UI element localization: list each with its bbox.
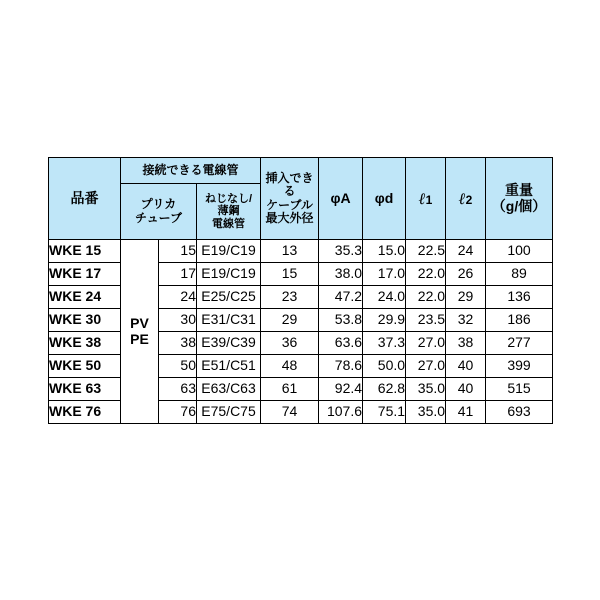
header-steel-line2: 薄鋼 bbox=[217, 205, 240, 218]
header-steel-line1: ねじなし/ bbox=[204, 192, 253, 205]
cell-phid: 24.0 bbox=[363, 286, 406, 309]
cell-cable: 23 bbox=[261, 286, 319, 309]
header-cable-line2: ケーブル bbox=[266, 197, 313, 212]
cell-conduit: E25/C25 bbox=[197, 286, 261, 309]
cell-l1: 22.5 bbox=[406, 240, 446, 263]
cell-l2: 41 bbox=[446, 401, 486, 424]
cell-model: WKE 50 bbox=[49, 355, 121, 378]
cell-cable: 61 bbox=[261, 378, 319, 401]
cell-l1: 35.0 bbox=[406, 401, 446, 424]
header-l1 bbox=[406, 158, 446, 240]
cell-phid: 15.0 bbox=[363, 240, 406, 263]
type-pe: PE bbox=[130, 330, 149, 347]
header-weight-line1: 重量 bbox=[505, 182, 534, 199]
header-phid: φd bbox=[363, 158, 406, 240]
cell-cable: 74 bbox=[261, 401, 319, 424]
cell-weight: 89 bbox=[486, 263, 553, 286]
cell-phiA: 63.6 bbox=[319, 332, 363, 355]
cell-weight: 100 bbox=[486, 240, 553, 263]
cell-phiA: 53.8 bbox=[319, 309, 363, 332]
header-steel-conduit bbox=[197, 184, 261, 240]
cell-cable: 13 bbox=[261, 240, 319, 263]
cell-prica: 76 bbox=[159, 401, 197, 424]
cell-phiA: 35.3 bbox=[319, 240, 363, 263]
header-cable-line3: 最大外径 bbox=[265, 210, 314, 225]
header-weight-line2: （g/個） bbox=[491, 197, 547, 214]
cell-conduit: E19/C19 bbox=[197, 240, 261, 263]
cell-phid: 75.1 bbox=[363, 401, 406, 424]
header-model: 品番 bbox=[49, 158, 121, 240]
header-prica-tube bbox=[121, 184, 197, 240]
cell-l1: 27.0 bbox=[406, 355, 446, 378]
header-l2-sub: 2 bbox=[465, 192, 473, 207]
cell-phid: 50.0 bbox=[363, 355, 406, 378]
cell-phid: 62.8 bbox=[363, 378, 406, 401]
header-l1-sub: 1 bbox=[425, 192, 433, 207]
header-phiA: φA bbox=[319, 158, 363, 240]
header-l2-main: ℓ bbox=[458, 188, 466, 208]
cell-prica: 17 bbox=[159, 263, 197, 286]
cell-weight: 186 bbox=[486, 309, 553, 332]
cell-model: WKE 24 bbox=[49, 286, 121, 309]
cell-conduit: E51/C51 bbox=[197, 355, 261, 378]
cell-l1: 35.0 bbox=[406, 378, 446, 401]
header-prica-line2: チューブ bbox=[134, 210, 183, 225]
cell-conduit: E39/C39 bbox=[197, 332, 261, 355]
cell-model: WKE 30 bbox=[49, 309, 121, 332]
cell-prica: 38 bbox=[159, 332, 197, 355]
cell-prica: 15 bbox=[159, 240, 197, 263]
cell-phiA: 92.4 bbox=[319, 378, 363, 401]
cell-phid: 29.9 bbox=[363, 309, 406, 332]
cell-model: WKE 63 bbox=[49, 378, 121, 401]
cell-conduit: E31/C31 bbox=[197, 309, 261, 332]
cell-l2: 32 bbox=[446, 309, 486, 332]
cell-prica: 63 bbox=[159, 378, 197, 401]
cell-conduit: E19/C19 bbox=[197, 263, 261, 286]
cell-model: WKE 15 bbox=[49, 240, 121, 263]
cell-cable: 48 bbox=[261, 355, 319, 378]
header-l2 bbox=[446, 158, 486, 240]
cell-cable: 36 bbox=[261, 332, 319, 355]
cell-model: WKE 38 bbox=[49, 332, 121, 355]
cell-weight: 136 bbox=[486, 286, 553, 309]
type-pv: PV bbox=[130, 315, 149, 332]
cell-prica: 50 bbox=[159, 355, 197, 378]
header-cable-line1: 挿入できる bbox=[265, 171, 314, 199]
cell-phiA: 107.6 bbox=[319, 401, 363, 424]
cell-phiA: 38.0 bbox=[319, 263, 363, 286]
cell-weight: 399 bbox=[486, 355, 553, 378]
cell-l1: 23.5 bbox=[406, 309, 446, 332]
cell-model: WKE 76 bbox=[49, 401, 121, 424]
cell-l2: 24 bbox=[446, 240, 486, 263]
cell-l2: 26 bbox=[446, 263, 486, 286]
cell-phid: 37.3 bbox=[363, 332, 406, 355]
cell-cable: 29 bbox=[261, 309, 319, 332]
cell-l1: 22.0 bbox=[406, 263, 446, 286]
cell-type bbox=[121, 240, 159, 424]
header-cable-max bbox=[261, 158, 319, 240]
cell-model: WKE 17 bbox=[49, 263, 121, 286]
header-weight bbox=[486, 158, 553, 240]
cell-conduit: E75/C75 bbox=[197, 401, 261, 424]
cell-prica: 24 bbox=[159, 286, 197, 309]
cell-l2: 40 bbox=[446, 378, 486, 401]
cell-phid: 17.0 bbox=[363, 263, 406, 286]
cell-l2: 29 bbox=[446, 286, 486, 309]
cell-cable: 15 bbox=[261, 263, 319, 286]
cell-phiA: 47.2 bbox=[319, 286, 363, 309]
cell-phiA: 78.6 bbox=[319, 355, 363, 378]
cell-weight: 693 bbox=[486, 401, 553, 424]
spec-table bbox=[48, 157, 553, 424]
cell-l2: 40 bbox=[446, 355, 486, 378]
cell-prica: 30 bbox=[159, 309, 197, 332]
cell-l1: 27.0 bbox=[406, 332, 446, 355]
cell-l1: 22.0 bbox=[406, 286, 446, 309]
header-l1-main: ℓ bbox=[418, 188, 426, 208]
header-steel-line3: 電線管 bbox=[212, 217, 246, 230]
cell-l2: 38 bbox=[446, 332, 486, 355]
cell-weight: 277 bbox=[486, 332, 553, 355]
header-conduit-group: 接続できる電線管 bbox=[121, 158, 261, 184]
cell-weight: 515 bbox=[486, 378, 553, 401]
header-prica-line1: プリカ bbox=[140, 197, 177, 212]
cell-conduit: E63/C63 bbox=[197, 378, 261, 401]
